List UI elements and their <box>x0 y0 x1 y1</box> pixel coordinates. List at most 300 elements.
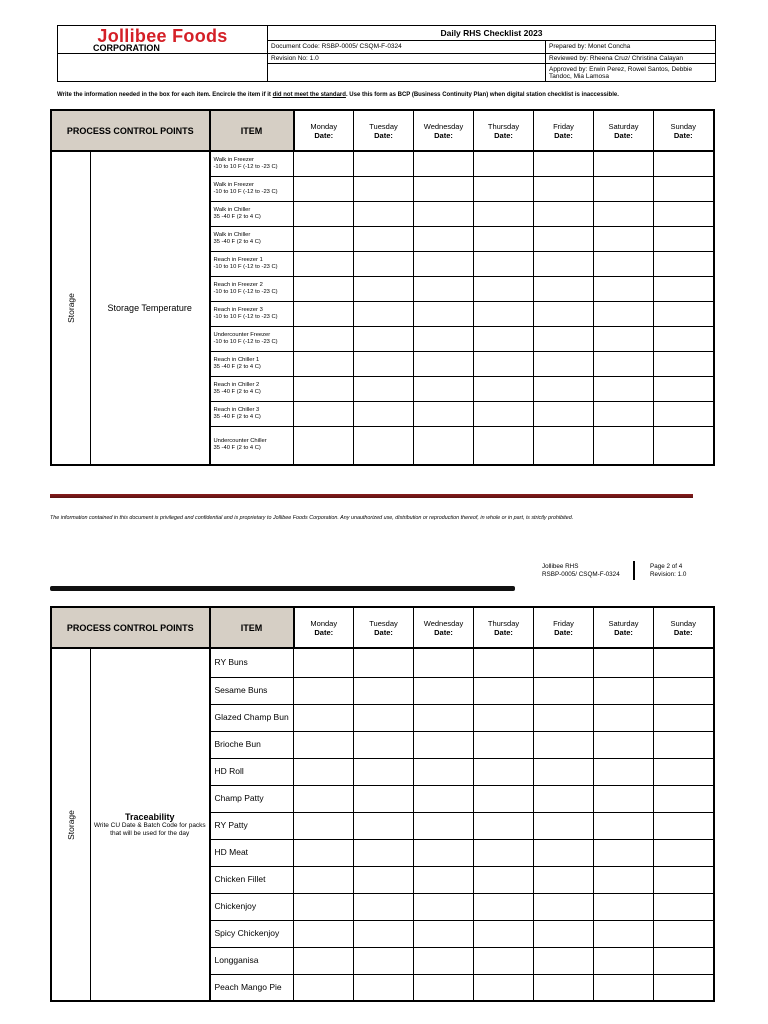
item-name: Reach in Freezer 1 <box>213 256 263 263</box>
entry-cell-thursday[interactable] <box>474 704 534 731</box>
entry-cell-thursday[interactable] <box>474 648 534 677</box>
entry-cell-sunday[interactable] <box>654 677 714 704</box>
entry-cell-wednesday[interactable] <box>414 758 474 785</box>
entry-cell-sunday[interactable] <box>654 812 714 839</box>
entry-cell-wednesday[interactable] <box>414 812 474 839</box>
entry-cell-wednesday[interactable] <box>414 785 474 812</box>
entry-cell-thursday[interactable] <box>474 326 534 351</box>
entry-cell-thursday[interactable] <box>474 974 534 1001</box>
entry-cell-wednesday[interactable] <box>414 151 474 176</box>
entry-cell-saturday[interactable] <box>594 326 654 351</box>
entry-cell-tuesday[interactable] <box>354 947 414 974</box>
entry-cell-thursday[interactable] <box>474 839 534 866</box>
entry-cell-saturday[interactable] <box>594 376 654 401</box>
item-spec: -10 to 10 F (-12 to -23 C) <box>213 288 278 295</box>
item-cell <box>210 301 294 326</box>
traceability-label <box>91 648 210 1001</box>
entry-cell-friday[interactable] <box>534 974 594 1001</box>
group-title: Storage Temperature <box>107 303 192 313</box>
logo-spacer <box>58 54 268 82</box>
entry-cell-saturday[interactable] <box>594 648 654 677</box>
item-cell <box>210 376 294 401</box>
entry-cell-thursday[interactable] <box>474 301 534 326</box>
entry-cell-thursday[interactable] <box>474 351 534 376</box>
entry-cell-saturday[interactable] <box>594 704 654 731</box>
day-name: Wednesday <box>423 618 464 628</box>
item-spec: 35 -40 F (2 to 4 C) <box>213 445 261 452</box>
day-name: Saturday <box>608 121 639 131</box>
entry-cell-friday[interactable] <box>534 812 594 839</box>
entry-cell-sunday[interactable] <box>654 326 714 351</box>
day-name: Thursday <box>487 121 520 131</box>
entry-cell-monday[interactable] <box>294 731 354 758</box>
group-note: Write CU Date & Batch Code for packs that will be used for the day <box>93 821 206 837</box>
day-header-tuesday <box>354 110 414 151</box>
entry-cell-friday[interactable] <box>534 201 594 226</box>
entry-cell-sunday[interactable] <box>654 920 714 947</box>
entry-cell-monday[interactable] <box>294 201 354 226</box>
document-header <box>57 25 716 82</box>
entry-cell-monday[interactable] <box>294 401 354 426</box>
table-row <box>51 151 714 176</box>
entry-cell-thursday[interactable] <box>474 731 534 758</box>
entry-cell-monday[interactable] <box>294 351 354 376</box>
entry-cell-saturday[interactable] <box>594 758 654 785</box>
item-header: ITEM <box>210 110 294 151</box>
entry-cell-tuesday[interactable] <box>354 401 414 426</box>
entry-cell-friday[interactable] <box>534 176 594 201</box>
traceability-table <box>50 606 715 1002</box>
prepared-by: Prepared by: Monet Concha <box>546 40 716 53</box>
entry-cell-wednesday[interactable] <box>414 974 474 1001</box>
item-cell <box>210 176 294 201</box>
entry-cell-tuesday[interactable] <box>354 677 414 704</box>
entry-cell-monday[interactable] <box>294 376 354 401</box>
entry-cell-friday[interactable] <box>534 785 594 812</box>
company-logo <box>58 26 268 54</box>
day-name: Friday <box>553 618 574 628</box>
entry-cell-thursday[interactable] <box>474 226 534 251</box>
entry-cell-wednesday[interactable] <box>414 704 474 731</box>
item-name: Reach in Chiller 2 <box>213 381 260 388</box>
entry-cell-sunday[interactable] <box>654 648 714 677</box>
page-number: Page 2 of 4 <box>650 563 683 570</box>
entry-cell-saturday[interactable] <box>594 893 654 920</box>
entry-cell-saturday[interactable] <box>594 785 654 812</box>
entry-cell-sunday[interactable] <box>654 401 714 426</box>
entry-cell-monday[interactable] <box>294 176 354 201</box>
entry-cell-saturday[interactable] <box>594 401 654 426</box>
page-header-page-info <box>650 563 686 579</box>
entry-cell-saturday[interactable] <box>594 677 654 704</box>
entry-cell-tuesday[interactable] <box>354 226 414 251</box>
entry-cell-wednesday[interactable] <box>414 947 474 974</box>
entry-cell-thursday[interactable] <box>474 201 534 226</box>
entry-cell-saturday[interactable] <box>594 151 654 176</box>
entry-cell-tuesday[interactable] <box>354 326 414 351</box>
storage-temperature-table <box>50 109 715 466</box>
day-name: Sunday <box>670 121 696 131</box>
item-name: Undercounter Chiller <box>213 438 267 445</box>
entry-cell-wednesday[interactable] <box>414 839 474 866</box>
entry-cell-saturday[interactable] <box>594 839 654 866</box>
entry-cell-monday[interactable] <box>294 704 354 731</box>
day-header-monday <box>294 110 354 151</box>
entry-cell-saturday[interactable] <box>594 426 654 465</box>
approved-by: Approved by: Erwin Perez, Rowel Santos, Debbie Tandoc, Mia Lamosa <box>546 64 716 82</box>
entry-cell-monday[interactable] <box>294 947 354 974</box>
entry-cell-friday[interactable] <box>534 758 594 785</box>
entry-cell-wednesday[interactable] <box>414 426 474 465</box>
item-name: Walk in Chiller <box>213 206 251 213</box>
item-spec: -10 to 10 F (-12 to -23 C) <box>213 188 278 195</box>
entry-cell-monday[interactable] <box>294 839 354 866</box>
entry-cell-sunday[interactable] <box>654 758 714 785</box>
date-label: Date: <box>434 130 453 140</box>
entry-cell-sunday[interactable] <box>654 151 714 176</box>
entry-cell-friday[interactable] <box>534 731 594 758</box>
entry-cell-sunday[interactable] <box>654 866 714 893</box>
entry-cell-friday[interactable] <box>534 677 594 704</box>
item-cell <box>210 351 294 376</box>
entry-cell-sunday[interactable] <box>654 785 714 812</box>
day-name: Tuesday <box>369 618 398 628</box>
side-label-text: Storage <box>66 809 76 840</box>
side-label-text: Storage <box>66 293 76 323</box>
day-header-thursday <box>474 110 534 151</box>
day-header-sunday <box>654 110 714 151</box>
entry-cell-wednesday[interactable] <box>414 376 474 401</box>
date-label: Date: <box>314 627 334 637</box>
entry-cell-saturday[interactable] <box>594 276 654 301</box>
entry-cell-thursday[interactable] <box>474 426 534 465</box>
item-cell: Chicken Fillet <box>210 866 294 893</box>
entry-cell-saturday[interactable] <box>594 947 654 974</box>
item-cell: HD Meat <box>210 839 294 866</box>
entry-cell-tuesday[interactable] <box>354 151 414 176</box>
entry-cell-monday[interactable] <box>294 226 354 251</box>
entry-cell-monday[interactable] <box>294 301 354 326</box>
entry-cell-thursday[interactable] <box>474 785 534 812</box>
item-spec: 35 -40 F (2 to 4 C) <box>213 238 261 245</box>
instruction-underlined: did not meet the standard <box>272 92 346 98</box>
entry-cell-saturday[interactable] <box>594 866 654 893</box>
entry-cell-monday[interactable] <box>294 326 354 351</box>
entry-cell-tuesday[interactable] <box>354 426 414 465</box>
logo-subtitle: CORPORATION <box>93 43 160 53</box>
document-code: Document Code: RSBP-0005/ CSQM-F-0324 <box>268 40 546 53</box>
item-cell: Peach Mango Pie <box>210 974 294 1001</box>
item-spec: -10 to 10 F (-12 to -23 C) <box>213 163 278 170</box>
day-header-tuesday <box>354 607 414 648</box>
entry-cell-wednesday[interactable] <box>414 176 474 201</box>
instruction-part-2: . Use this form as BCP (Business Continuity Plan) when digital station checklist is inaccessible. <box>345 92 619 98</box>
item-name: Walk in Freezer <box>213 181 254 188</box>
entry-cell-tuesday[interactable] <box>354 704 414 731</box>
entry-cell-friday[interactable] <box>534 893 594 920</box>
entry-cell-sunday[interactable] <box>654 351 714 376</box>
entry-cell-tuesday[interactable] <box>354 866 414 893</box>
entry-cell-friday[interactable] <box>534 839 594 866</box>
entry-cell-thursday[interactable] <box>474 866 534 893</box>
revision-label: Revision: 1.0 <box>650 571 687 578</box>
entry-cell-friday[interactable] <box>534 947 594 974</box>
day-header-friday <box>534 110 594 151</box>
day-header-sunday <box>654 607 714 648</box>
entry-cell-saturday[interactable] <box>594 974 654 1001</box>
item-cell <box>210 276 294 301</box>
entry-cell-monday[interactable] <box>294 920 354 947</box>
item-cell <box>210 251 294 276</box>
storage-temperature-label <box>91 151 210 465</box>
day-name: Monday <box>310 618 338 628</box>
item-header: ITEM <box>210 607 294 648</box>
pcp-header: PROCESS CONTROL POINTS <box>51 607 210 648</box>
entry-cell-saturday[interactable] <box>594 301 654 326</box>
item-name: Reach in Chiller 3 <box>213 406 260 413</box>
date-label: Date: <box>494 130 513 140</box>
day-name: Saturday <box>608 618 639 628</box>
instruction-part-1: Write the information needed in the box for each item. Encircle the item if it <box>57 92 273 98</box>
entry-cell-wednesday[interactable] <box>414 920 474 947</box>
item-cell: Longganisa <box>210 947 294 974</box>
entry-cell-sunday[interactable] <box>654 226 714 251</box>
date-label: Date: <box>614 130 633 140</box>
entry-cell-tuesday[interactable] <box>354 731 414 758</box>
entry-cell-tuesday[interactable] <box>354 251 414 276</box>
entry-cell-friday[interactable] <box>534 226 594 251</box>
entry-cell-thursday[interactable] <box>474 401 534 426</box>
day-name: Friday <box>553 121 574 131</box>
day-name: Tuesday <box>369 121 398 131</box>
item-cell <box>210 201 294 226</box>
table-row <box>51 648 714 677</box>
entry-cell-monday[interactable] <box>294 276 354 301</box>
item-spec: -10 to 10 F (-12 to -23 C) <box>213 313 278 320</box>
entry-cell-sunday[interactable] <box>654 251 714 276</box>
entry-cell-friday[interactable] <box>534 920 594 947</box>
entry-cell-friday[interactable] <box>534 648 594 677</box>
entry-cell-friday[interactable] <box>534 326 594 351</box>
item-name: Undercounter Freezer <box>213 331 271 338</box>
entry-cell-monday[interactable] <box>294 151 354 176</box>
entry-cell-wednesday[interactable] <box>414 677 474 704</box>
entry-cell-wednesday[interactable] <box>414 276 474 301</box>
entry-cell-wednesday[interactable] <box>414 401 474 426</box>
entry-cell-sunday[interactable] <box>654 276 714 301</box>
item-cell <box>210 426 294 465</box>
page-header-doc-info <box>542 563 620 579</box>
item-cell: Chickenjoy <box>210 893 294 920</box>
entry-cell-tuesday[interactable] <box>354 839 414 866</box>
entry-cell-monday[interactable] <box>294 648 354 677</box>
entry-cell-wednesday[interactable] <box>414 866 474 893</box>
entry-cell-friday[interactable] <box>534 704 594 731</box>
entry-cell-sunday[interactable] <box>654 376 714 401</box>
entry-cell-tuesday[interactable] <box>354 351 414 376</box>
entry-cell-wednesday[interactable] <box>414 201 474 226</box>
date-label: Date: <box>554 130 573 140</box>
logo-wordmark: Jollibee Foods <box>97 26 228 46</box>
entry-cell-friday[interactable] <box>534 251 594 276</box>
entry-cell-thursday[interactable] <box>474 151 534 176</box>
entry-cell-saturday[interactable] <box>594 176 654 201</box>
entry-cell-saturday[interactable] <box>594 201 654 226</box>
entry-cell-saturday[interactable] <box>594 920 654 947</box>
date-label: Date: <box>673 130 693 140</box>
entry-cell-sunday[interactable] <box>654 947 714 974</box>
entry-cell-thursday[interactable] <box>474 176 534 201</box>
entry-cell-monday[interactable] <box>294 893 354 920</box>
entry-cell-monday[interactable] <box>294 785 354 812</box>
entry-cell-friday[interactable] <box>534 151 594 176</box>
entry-cell-wednesday[interactable] <box>414 731 474 758</box>
entry-cell-wednesday[interactable] <box>414 326 474 351</box>
entry-cell-wednesday[interactable] <box>414 648 474 677</box>
item-cell: Brioche Bun <box>210 731 294 758</box>
item-spec: 35 -40 F (2 to 4 C) <box>213 363 261 370</box>
date-label: Date: <box>494 627 513 637</box>
date-label: Date: <box>614 627 633 637</box>
day-header-thursday <box>474 607 534 648</box>
day-header-monday <box>294 607 354 648</box>
entry-cell-friday[interactable] <box>534 401 594 426</box>
pcp-header: PROCESS CONTROL POINTS <box>51 110 210 151</box>
entry-cell-thursday[interactable] <box>474 812 534 839</box>
entry-cell-monday[interactable] <box>294 426 354 465</box>
entry-cell-sunday[interactable] <box>654 176 714 201</box>
entry-cell-wednesday[interactable] <box>414 893 474 920</box>
date-label: Date: <box>673 627 693 637</box>
entry-cell-sunday[interactable] <box>654 839 714 866</box>
entry-cell-wednesday[interactable] <box>414 251 474 276</box>
entry-cell-saturday[interactable] <box>594 731 654 758</box>
day-header-wednesday <box>414 607 474 648</box>
entry-cell-tuesday[interactable] <box>354 648 414 677</box>
entry-cell-monday[interactable] <box>294 677 354 704</box>
entry-cell-tuesday[interactable] <box>354 974 414 1001</box>
item-cell <box>210 401 294 426</box>
day-name: Wednesday <box>423 121 464 131</box>
blank-cell <box>268 64 546 82</box>
reviewed-by: Reviewed by: Rheena Cruz/ Christina Calayan <box>546 54 716 64</box>
item-spec: 35 -40 F (2 to 4 C) <box>213 413 261 420</box>
entry-cell-sunday[interactable] <box>654 893 714 920</box>
entry-cell-tuesday[interactable] <box>354 301 414 326</box>
instruction-text <box>57 92 697 99</box>
footer-separator <box>50 494 693 498</box>
date-label: Date: <box>314 130 334 140</box>
group-title: Traceability <box>124 811 175 822</box>
day-header-friday <box>534 607 594 648</box>
item-spec: 35 -40 F (2 to 4 C) <box>213 213 261 220</box>
entry-cell-monday[interactable] <box>294 866 354 893</box>
date-label: Date: <box>434 627 453 637</box>
entry-cell-thursday[interactable] <box>474 920 534 947</box>
entry-cell-wednesday[interactable] <box>414 301 474 326</box>
entry-cell-sunday[interactable] <box>654 974 714 1001</box>
entry-cell-friday[interactable] <box>534 426 594 465</box>
entry-cell-monday[interactable] <box>294 758 354 785</box>
entry-cell-sunday[interactable] <box>654 426 714 465</box>
entry-cell-friday[interactable] <box>534 301 594 326</box>
item-cell: Champ Patty <box>210 785 294 812</box>
entry-cell-saturday[interactable] <box>594 251 654 276</box>
entry-cell-saturday[interactable] <box>594 351 654 376</box>
item-cell: Sesame Buns <box>210 677 294 704</box>
item-cell: RY Patty <box>210 812 294 839</box>
entry-cell-thursday[interactable] <box>474 276 534 301</box>
item-name: Reach in Freezer 2 <box>213 281 263 288</box>
entry-cell-monday[interactable] <box>294 974 354 1001</box>
date-label: Date: <box>554 627 573 637</box>
day-name: Sunday <box>670 618 696 628</box>
item-cell: Glazed Champ Bun <box>210 704 294 731</box>
item-cell: Spicy Chickenjoy <box>210 920 294 947</box>
item-name: Reach in Chiller 1 <box>213 356 260 363</box>
entry-cell-tuesday[interactable] <box>354 920 414 947</box>
entry-cell-tuesday[interactable] <box>354 176 414 201</box>
storage-side-label <box>51 151 91 465</box>
entry-cell-saturday[interactable] <box>594 226 654 251</box>
page-header-title: Jollibee RHS <box>542 563 579 570</box>
day-header-saturday <box>594 110 654 151</box>
entry-cell-sunday[interactable] <box>654 704 714 731</box>
entry-cell-friday[interactable] <box>534 866 594 893</box>
day-name: Thursday <box>487 618 520 628</box>
item-cell <box>210 226 294 251</box>
entry-cell-tuesday[interactable] <box>354 276 414 301</box>
entry-cell-tuesday[interactable] <box>354 812 414 839</box>
revision-no: Revision No: 1.0 <box>268 54 546 64</box>
entry-cell-thursday[interactable] <box>474 758 534 785</box>
page-header-divider <box>633 561 635 580</box>
item-spec: 35 -40 F (2 to 4 C) <box>213 388 261 395</box>
entry-cell-wednesday[interactable] <box>414 226 474 251</box>
entry-cell-saturday[interactable] <box>594 812 654 839</box>
entry-cell-sunday[interactable] <box>654 201 714 226</box>
entry-cell-sunday[interactable] <box>654 731 714 758</box>
entry-cell-tuesday[interactable] <box>354 376 414 401</box>
entry-cell-thursday[interactable] <box>474 677 534 704</box>
storage-side-label <box>51 648 91 1001</box>
item-spec: -10 to 10 F (-12 to -23 C) <box>213 338 278 345</box>
entry-cell-thursday[interactable] <box>474 376 534 401</box>
entry-cell-monday[interactable] <box>294 812 354 839</box>
item-cell <box>210 151 294 176</box>
entry-cell-tuesday[interactable] <box>354 201 414 226</box>
entry-cell-thursday[interactable] <box>474 251 534 276</box>
entry-cell-friday[interactable] <box>534 351 594 376</box>
item-name: Walk in Freezer <box>213 156 254 163</box>
document-title: Daily RHS Checklist 2023 <box>268 26 716 41</box>
item-cell <box>210 326 294 351</box>
entry-cell-thursday[interactable] <box>474 947 534 974</box>
entry-cell-wednesday[interactable] <box>414 351 474 376</box>
entry-cell-tuesday[interactable] <box>354 785 414 812</box>
entry-cell-friday[interactable] <box>534 376 594 401</box>
item-spec: -10 to 10 F (-12 to -23 C) <box>213 263 278 270</box>
entry-cell-friday[interactable] <box>534 276 594 301</box>
entry-cell-thursday[interactable] <box>474 893 534 920</box>
item-name: Walk in Chiller <box>213 231 251 238</box>
entry-cell-tuesday[interactable] <box>354 893 414 920</box>
entry-cell-monday[interactable] <box>294 251 354 276</box>
entry-cell-tuesday[interactable] <box>354 758 414 785</box>
day-header-wednesday <box>414 110 474 151</box>
day-header-saturday <box>594 607 654 648</box>
entry-cell-sunday[interactable] <box>654 301 714 326</box>
